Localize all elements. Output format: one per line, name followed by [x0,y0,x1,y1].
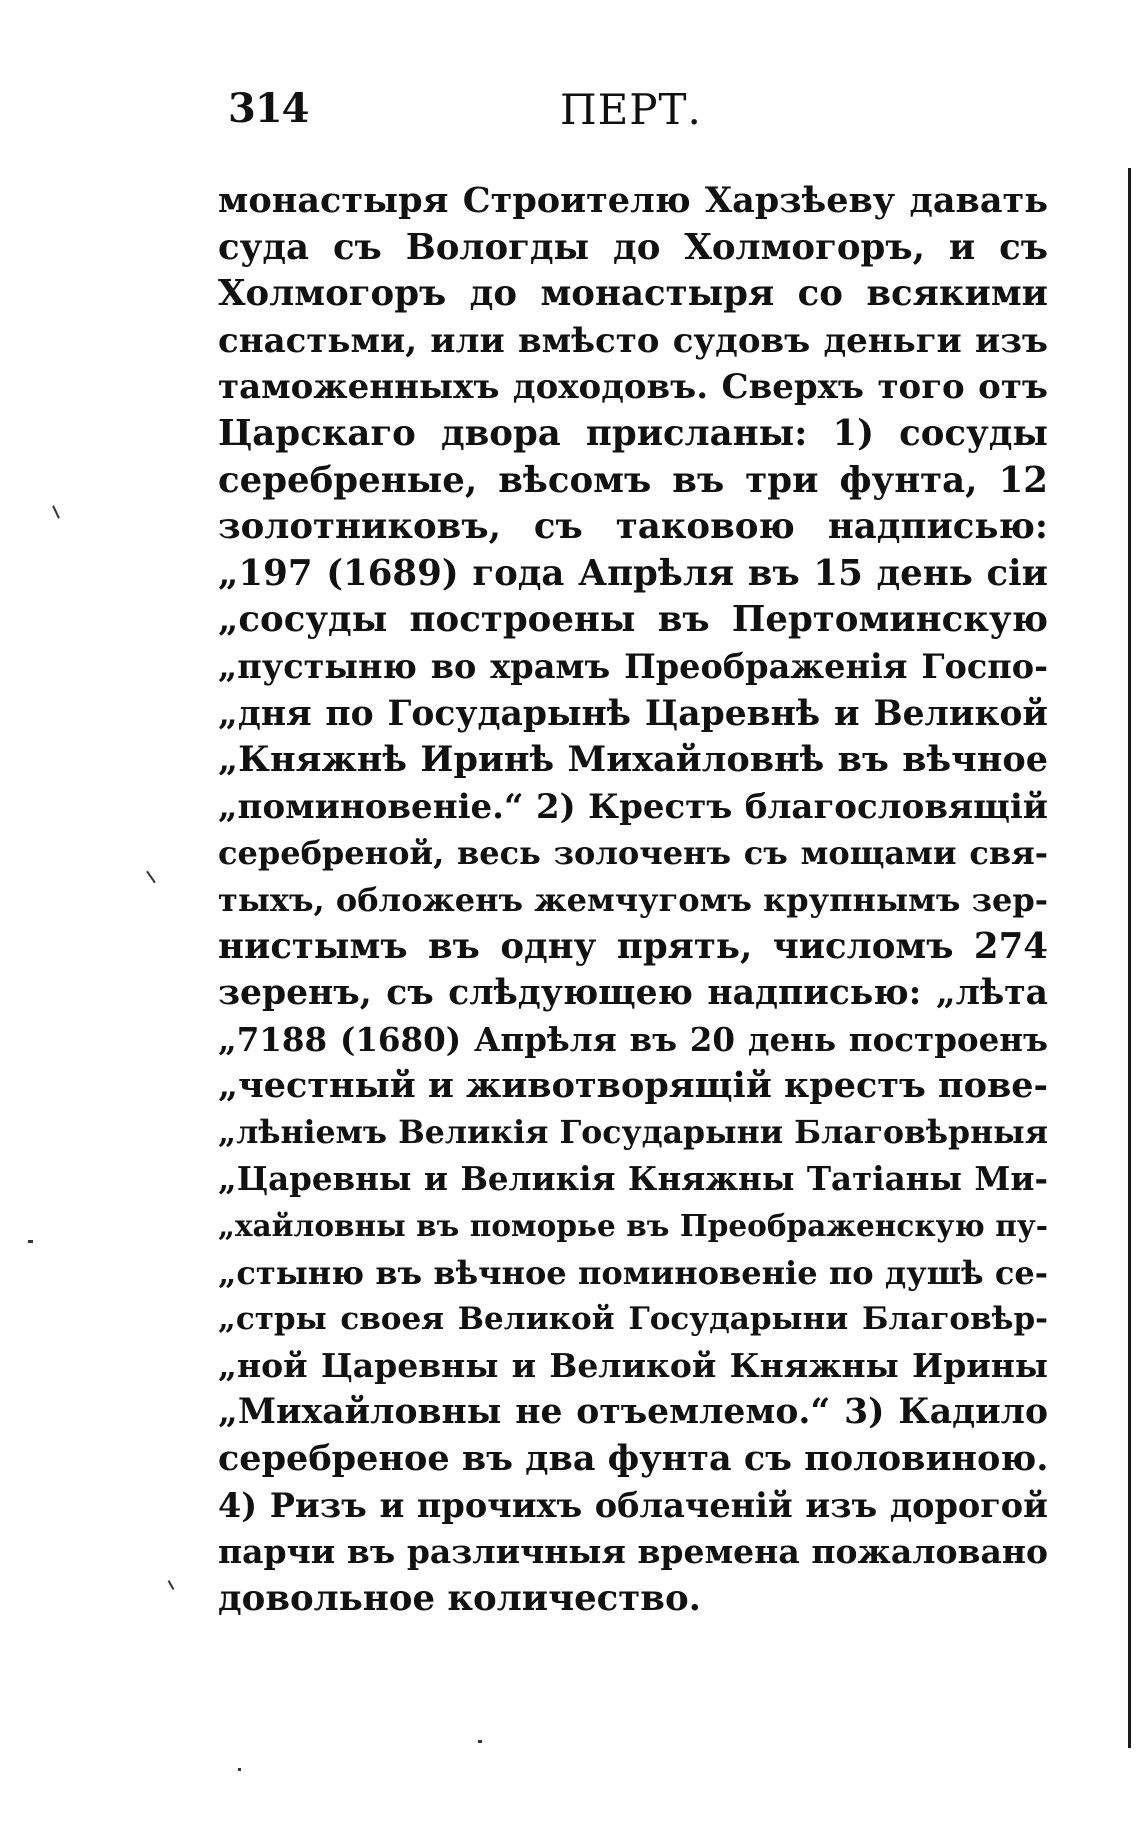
page-edge-rule [1128,168,1131,1748]
text-line: серебреной, весь золоченъ съ мощами свя- [218,834,1048,873]
text-line: суда съ Вологды до Холмогоръ, и съ [218,226,1048,268]
text-line: снастьми, или вмѣсто судовъ деньги изъ [218,320,1048,361]
text-line: золотниковъ, съ таковою надписью: [218,506,1048,548]
text-line: зеренъ, съ слѣдующею надписью: „лѣта [218,973,1048,1014]
text-line: „Княжнѣ Иринѣ Михайловнѣ въ вѣчное [218,739,1048,781]
text-line: парчи въ различныя времена пожаловано [218,1532,1048,1572]
text-line: монастыря Строителю Харзѣеву давать [218,180,1048,221]
text-line: Холмогоръ до монастыря со всякими [218,273,1048,315]
text-line: „ной Царевны и Великой Княжны Ирины [218,1345,1048,1385]
scan-speck [478,1740,482,1743]
text-line: „7188 (1680) Апрѣля въ 20 день построенъ [218,1019,1048,1059]
text-line: довольное количество. [218,1577,701,1619]
text-line: нистымъ въ одну прять, числомъ 274 [218,925,1048,967]
text-line: 4) Ризъ и прочихъ облаченій изъ дорогой [218,1485,1048,1525]
text-line: „стры своея Великой Государыни Благовѣр- [218,1301,1048,1338]
text-line: „хайловны въ поморье въ Преображенскую пу- [218,1208,1048,1244]
text-line: „197 (1689) года Апрѣля въ 15 день сіи [218,552,1048,594]
text-line: тыхъ, обложенъ жемчугомъ крупнымъ зер- [218,880,1048,919]
text-line: таможенныхъ доходовъ. Сверхъ того отъ [218,367,1048,408]
text-line: „Михайловны не отъемлемо.“ 3) Кадило [218,1392,1048,1433]
scan-speck [168,1580,175,1590]
text-line: „дня по Государынѣ Царевнѣ и Великой [218,693,1048,734]
scan-speck [52,505,60,519]
text-line: „стыню въ вѣчное поминовеніе по душѣ се- [218,1253,1048,1292]
text-line: „пустыню во храмъ Преображенія Госпо- [218,646,1048,686]
page-number: 314 [228,85,309,132]
scan-speck [146,871,156,884]
body-text [218,178,1048,1622]
text-line: „поминовеніе.“ 2) Крестъ благословящій [218,786,1048,827]
text-line: „лѣніемъ Великія Государыни Благовѣрныя [218,1113,1048,1151]
scan-speck [238,1768,241,1771]
running-head: ПЕРТ. [560,85,702,134]
text-line: „сосуды построены въ Пертоминскую [218,599,1048,641]
text-line: Царскаго двора присланы: 1) сосуды [218,412,1048,454]
text-line: „честный и животворящій крестъ пове- [218,1065,1048,1107]
text-line: серебреное въ два фунта съ половиною. [218,1438,1048,1480]
scan-speck [28,1240,33,1243]
text-line: серебреные, вѣсомъ въ три фунта, 12 [218,459,1048,501]
text-line: „Царевны и Великія Княжны Татіаны Ми- [218,1159,1048,1199]
